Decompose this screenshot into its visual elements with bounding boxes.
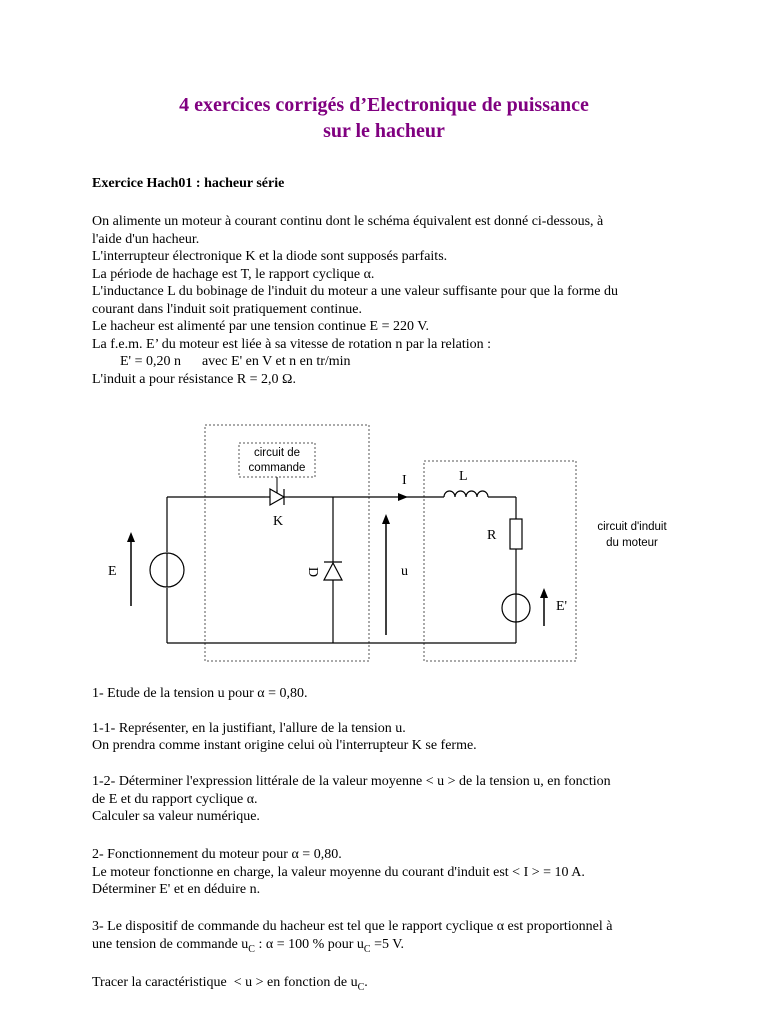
arrow-i [398,493,408,501]
intro-line: Le hacheur est alimenté par une tension continue E = 220 V. [92,319,430,334]
intro-line: L'induit a pour résistance R = 2,0 Ω. [92,372,296,387]
question-3-line: une tension de commande $u_C$ : α = 100 % pour $u_C =5$ V. [92,937,405,955]
intro-line: courant dans l'induit soit pratiquement continue. [92,302,363,317]
question-2-line: 2- Fonctionnement du moteur pour α = 0,80. [92,847,342,862]
question-1-2-line: Calculer sa valeur numérique. [92,809,260,824]
arrow-u-head [382,514,390,524]
question-1-2-line: 1-2- Déterminer l'expression littérale de la valeur moyenne < u > de la tension u, en fonction [92,774,611,789]
circuit-wires [167,497,516,643]
label-e: E [108,564,117,579]
label-u: u [401,564,408,579]
question-2-line: Le moteur fonctionne en charge, la valeur moyenne du courant d'induit est < I > = 10 A. [92,865,585,880]
armature-dotted-box [424,461,576,661]
title-line-2: sur le hacheur [323,120,445,142]
question-2-line: Déterminer E' et en déduire n. [92,882,261,897]
question-1: 1- Etude de la tension u pour α = 0,80. [92,686,308,701]
inductor-l [444,491,488,497]
label-l: L [459,469,468,484]
label-k: K [273,514,284,529]
intro-line: La f.e.m. E’ du moteur est liée à sa vitesse de rotation n par la relation : [92,337,491,352]
intro-line: L'interrupteur électronique K et la diode sont supposés parfaits. [92,249,448,264]
arrow-ep-head [540,588,548,598]
question-1-2-line: de E et du rapport cyclique α. [92,792,258,807]
intro-line: On alimente un moteur à courant continu dont le schéma équivalent est donné ci-dessous, à [92,214,604,229]
armature-label-1: circuit d'induit [597,521,667,533]
question-1-1-line: On prendra comme instant origine celui où l'interrupteur K se ferme. [92,738,477,753]
arrow-e-head [127,532,135,542]
command-box-label-1: circuit de [253,447,301,459]
switch-k [265,489,289,505]
label-d: D [305,567,320,578]
intro-line: l'aide d'un hacheur. [92,232,200,247]
intro-line: E' = 0,20 n avec E' en V et n en tr/min [92,354,351,369]
exercise-heading: Exercice Hach01 : hacheur série [92,176,285,191]
command-box-label-2: commande [248,462,306,474]
chopper-circuit-diagram [0,415,768,670]
armature-label-2: du moteur [606,537,658,549]
intro-line: L'inductance L du bobinage de l'induit du moteur a une valeur suffisante pour que la forme du [92,284,618,299]
resistor-r [510,519,522,549]
question-3-line: Tracer la caractéristique < u > en fonction de $u_C$. [92,975,368,993]
document-title [0,92,768,144]
label-i: I [402,473,407,488]
label-r: R [487,528,497,543]
question-3-line: 3- Le dispositif de commande du hacheur est tel que le rapport cyclique α est proportionnel à [92,919,613,934]
intro-line: La période de hachage est T, le rapport cyclique α. [92,267,375,282]
label-ep: E' [556,599,568,614]
title-line-1: 4 exercices corrigés d’Electronique de puissance [179,94,589,116]
question-1-1-line: 1-1- Représenter, en la justifiant, l'allure de la tension u. [92,721,406,736]
diode-d [324,562,342,580]
